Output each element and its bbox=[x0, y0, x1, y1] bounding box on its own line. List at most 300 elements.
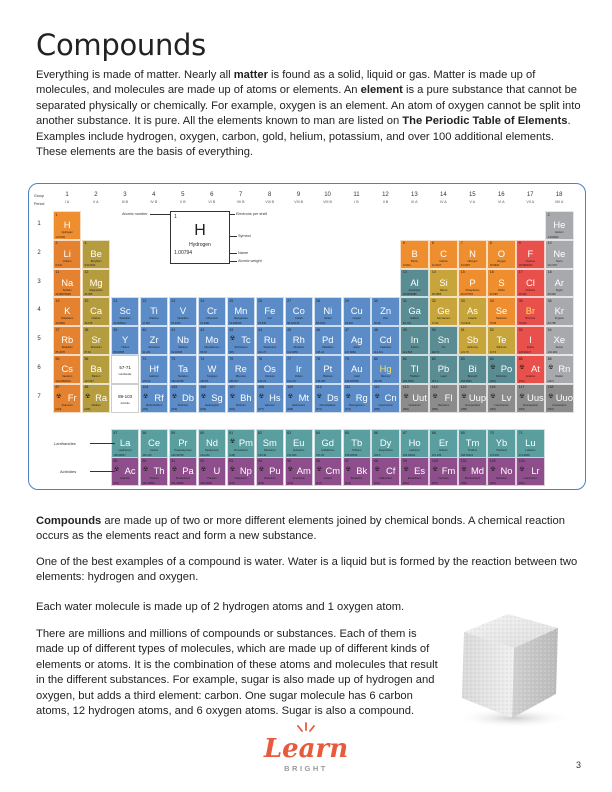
element-zn[interactable] bbox=[371, 297, 399, 326]
element-mass: [145] bbox=[229, 453, 235, 457]
element-mass: 4.002602 bbox=[547, 235, 559, 239]
element-symbol: Sc bbox=[119, 305, 131, 317]
element-mass: 167.259 bbox=[431, 453, 442, 457]
element-dy[interactable] bbox=[371, 429, 399, 458]
element-number: 18 bbox=[547, 270, 552, 275]
element-xe[interactable] bbox=[545, 326, 573, 355]
element-number: 116 bbox=[489, 385, 496, 390]
element-rn[interactable] bbox=[545, 355, 573, 384]
element-lu[interactable] bbox=[516, 429, 544, 458]
periodic-table bbox=[30, 186, 584, 486]
element-name: Uranium bbox=[207, 477, 217, 480]
element-mass: 200.59 bbox=[373, 379, 382, 383]
element-name: Roentgenium bbox=[348, 403, 365, 407]
element-name: Praseodymium bbox=[174, 449, 192, 452]
element-mass: 78.96 bbox=[489, 321, 497, 325]
element-number: 23 bbox=[171, 298, 176, 303]
element-pb[interactable] bbox=[429, 355, 457, 384]
element-cu[interactable] bbox=[343, 297, 371, 326]
element-name: Gadolinium bbox=[321, 449, 335, 452]
element-cn[interactable] bbox=[371, 384, 399, 413]
element-co[interactable] bbox=[285, 297, 313, 326]
element-mn[interactable] bbox=[227, 297, 255, 326]
element-mass: 174.9668 bbox=[518, 453, 530, 457]
element-name: Iron bbox=[267, 317, 273, 321]
radiation-icon: ☢ bbox=[490, 467, 496, 473]
element-po[interactable] bbox=[487, 355, 515, 384]
element-sr[interactable] bbox=[82, 326, 110, 355]
element-zr[interactable] bbox=[140, 326, 168, 355]
actinides-label: Actinides bbox=[60, 469, 77, 474]
element-ne[interactable] bbox=[545, 240, 573, 269]
element-b[interactable] bbox=[400, 240, 428, 269]
element-symbol: Eu bbox=[293, 437, 305, 448]
element-mass: [244] bbox=[258, 481, 264, 485]
element-name: Fluorine bbox=[525, 259, 536, 263]
element-name: Dysprosium bbox=[378, 449, 393, 452]
group-header-1 bbox=[53, 192, 81, 206]
intro-text-3: is a pure substance that cannot be separated physically or chemically. For example, oxygen is an element. An atom of oxygen cannot be split into another substance. It is pure. All the elements known to man are listed on bbox=[36, 84, 581, 128]
element-rh[interactable] bbox=[285, 326, 313, 355]
element-am[interactable] bbox=[285, 457, 313, 486]
element-mass: 137.327 bbox=[84, 379, 94, 383]
element-symbol: Zr bbox=[149, 334, 159, 346]
element-number: 101 bbox=[460, 458, 467, 463]
element-ir[interactable] bbox=[285, 355, 313, 384]
element-f[interactable] bbox=[516, 240, 544, 269]
element-np[interactable] bbox=[227, 457, 255, 486]
element-symbol: Cl bbox=[525, 276, 535, 288]
radiation-icon: ☢ bbox=[171, 467, 178, 473]
element-mass: [237] bbox=[229, 481, 235, 485]
element-symbol: Dy bbox=[379, 437, 392, 448]
element-mass: 87.62 bbox=[84, 350, 91, 354]
element-symbol: Uuo bbox=[555, 391, 573, 403]
element-mass: 231.03588 bbox=[171, 481, 184, 485]
element-re[interactable] bbox=[227, 355, 255, 384]
element-ge[interactable] bbox=[429, 297, 457, 326]
element-number: 39 bbox=[113, 327, 118, 332]
element-name: Xenon bbox=[555, 346, 564, 350]
element-cm[interactable] bbox=[314, 457, 342, 486]
element-ti[interactable] bbox=[140, 297, 168, 326]
element-ce[interactable] bbox=[140, 429, 168, 458]
intro-paragraph bbox=[36, 68, 582, 160]
element-bk[interactable] bbox=[343, 457, 371, 486]
element-mass: [258] bbox=[460, 481, 467, 485]
element-mass: 150.36 bbox=[258, 453, 267, 457]
element-symbol: Sm bbox=[262, 437, 277, 448]
element-lr[interactable] bbox=[516, 457, 544, 486]
element-at[interactable] bbox=[516, 355, 544, 384]
group-number: 1 bbox=[65, 192, 69, 198]
element-name: Einsteinium bbox=[407, 477, 422, 480]
element-symbol: Cf bbox=[385, 465, 396, 476]
period-number-2: 2 bbox=[37, 249, 41, 256]
element-symbol: P bbox=[469, 276, 476, 288]
element-number: 6 bbox=[431, 241, 434, 246]
element-ar[interactable] bbox=[545, 269, 573, 298]
element-mass: [222] bbox=[547, 379, 554, 383]
element-mass: 72.64 bbox=[431, 321, 439, 325]
radiation-icon: ☢ bbox=[461, 393, 467, 400]
element-symbol: Ca bbox=[90, 305, 103, 317]
element-mass: 40.078 bbox=[84, 321, 93, 325]
element-number: 79 bbox=[345, 356, 349, 361]
element-la[interactable] bbox=[111, 429, 139, 458]
element-symbol: Db bbox=[182, 391, 194, 403]
element-symbol: Rb bbox=[61, 334, 74, 346]
group-roman: I B bbox=[354, 200, 359, 204]
element-name: Zirconium bbox=[148, 346, 160, 350]
element-fm[interactable] bbox=[429, 457, 457, 486]
element-eu[interactable] bbox=[285, 429, 313, 458]
element-number: 13 bbox=[402, 270, 407, 275]
group-roman: VII A bbox=[526, 200, 534, 204]
element-symbol: K bbox=[64, 305, 71, 317]
element-no[interactable] bbox=[487, 457, 515, 486]
element-pu[interactable] bbox=[256, 457, 284, 486]
element-mass: 32.065 bbox=[489, 293, 498, 297]
radiation-icon: ☢ bbox=[374, 467, 380, 473]
element-lv[interactable] bbox=[487, 384, 515, 413]
element-mass: 69.723 bbox=[402, 321, 411, 325]
element-mass: 47.867 bbox=[142, 321, 151, 325]
key-label-atomic-number: Atomic number bbox=[122, 212, 148, 216]
element-ga[interactable] bbox=[400, 297, 428, 326]
element-rg[interactable] bbox=[343, 384, 371, 413]
element-mass: 112.411 bbox=[373, 350, 383, 354]
element-mass: [268] bbox=[287, 408, 293, 412]
element-na[interactable] bbox=[53, 269, 81, 298]
element-name: Neptunium bbox=[234, 477, 248, 480]
element-c[interactable] bbox=[429, 240, 457, 269]
element-ra[interactable] bbox=[82, 384, 110, 413]
group-roman: VIII B bbox=[294, 200, 303, 204]
element-number: 17 bbox=[518, 270, 523, 275]
element-name: Rutherfordium bbox=[145, 403, 163, 407]
element-md[interactable] bbox=[458, 457, 486, 486]
element-ni[interactable] bbox=[314, 297, 342, 326]
group-header-4 bbox=[140, 192, 168, 206]
element-mass: 173.054 bbox=[489, 453, 500, 457]
element-uut[interactable] bbox=[400, 384, 428, 413]
element-uuo[interactable] bbox=[545, 384, 573, 413]
group-roman: VIII A bbox=[554, 200, 564, 204]
element-h[interactable] bbox=[53, 211, 81, 240]
element-os[interactable] bbox=[256, 355, 284, 384]
element-uup[interactable] bbox=[458, 384, 486, 413]
element-p[interactable] bbox=[458, 269, 486, 298]
element-cr[interactable] bbox=[198, 297, 226, 326]
element-ta[interactable] bbox=[169, 355, 197, 384]
element-sn[interactable] bbox=[429, 326, 457, 355]
element-fr[interactable] bbox=[53, 384, 81, 413]
element-number: 111 bbox=[345, 385, 351, 390]
group-roman: II B bbox=[382, 200, 389, 204]
element-mg[interactable] bbox=[82, 269, 110, 298]
element-si[interactable] bbox=[429, 269, 457, 298]
element-mo[interactable] bbox=[198, 326, 226, 355]
element-symbol: Re bbox=[234, 363, 247, 374]
sugar-cube-image bbox=[446, 600, 576, 730]
element-number: 105 bbox=[171, 385, 178, 390]
group-roman: III B bbox=[121, 200, 129, 204]
element-db[interactable] bbox=[169, 384, 197, 413]
element-er[interactable] bbox=[429, 429, 457, 458]
element-number: 50 bbox=[431, 327, 436, 332]
element-number: 45 bbox=[287, 327, 292, 332]
element-symbol: At bbox=[530, 363, 540, 374]
element-name: Lithium bbox=[63, 259, 72, 263]
element-ba[interactable] bbox=[82, 355, 110, 384]
element-number: 109 bbox=[287, 385, 294, 390]
group-header-14 bbox=[429, 192, 457, 206]
element-u[interactable] bbox=[198, 457, 226, 486]
element-name: Ytterbium bbox=[495, 449, 507, 452]
element-es[interactable] bbox=[400, 457, 428, 486]
element-name: Francium bbox=[61, 403, 73, 407]
element-as[interactable] bbox=[458, 297, 486, 326]
element-cf[interactable] bbox=[371, 457, 399, 486]
element-mass: 12.0107 bbox=[431, 264, 442, 268]
element-mass: 168.93421 bbox=[460, 453, 474, 457]
element-symbol: V bbox=[179, 305, 187, 317]
element-symbol: Th bbox=[153, 465, 165, 476]
element-name: Hydrogen bbox=[61, 231, 73, 234]
element-name: Platinum bbox=[322, 375, 333, 378]
element-mass: 14.0067 bbox=[460, 264, 471, 268]
element-name: Titanium bbox=[149, 317, 159, 321]
element-name: Darmstadtium bbox=[319, 403, 336, 407]
element-symbol: Bk bbox=[356, 465, 368, 476]
element-pr[interactable] bbox=[169, 429, 197, 458]
element-sb[interactable] bbox=[458, 326, 486, 355]
element-symbol: Fm bbox=[441, 465, 456, 476]
element-sm[interactable] bbox=[256, 429, 284, 458]
period-number-4: 4 bbox=[37, 307, 41, 314]
element-symbol: Np bbox=[239, 465, 252, 476]
element-sg[interactable] bbox=[198, 384, 226, 413]
element-in[interactable] bbox=[400, 326, 428, 355]
element-ac[interactable] bbox=[111, 457, 139, 486]
element-k[interactable] bbox=[53, 297, 81, 326]
element-name: Strontium bbox=[90, 346, 102, 350]
element-number: 97 bbox=[345, 458, 349, 463]
element-name: Americium bbox=[292, 477, 305, 480]
element-number: 58 bbox=[142, 430, 147, 435]
element-mass: 91.224 bbox=[142, 350, 151, 354]
element-number: 25 bbox=[229, 298, 234, 303]
lanthanides-leader bbox=[90, 443, 115, 444]
element-hg[interactable] bbox=[371, 355, 399, 384]
element-se[interactable] bbox=[487, 297, 515, 326]
group-roman: IV B bbox=[150, 200, 158, 204]
intro-text-4: . Examples include hydrogen, oxygen, carbon, gold, helium, potassium, and over 100 additional elements. These elements are the basis of everything. bbox=[36, 115, 571, 159]
element-ca[interactable] bbox=[82, 297, 110, 326]
radiation-icon: ☢ bbox=[432, 393, 438, 400]
element-pa[interactable] bbox=[169, 457, 197, 486]
element-br[interactable] bbox=[516, 297, 544, 326]
element-tm[interactable] bbox=[458, 429, 486, 458]
element-name: Lutetium bbox=[525, 449, 536, 452]
element-number: 89 bbox=[113, 458, 118, 463]
element-n[interactable] bbox=[458, 240, 486, 269]
element-cl[interactable] bbox=[516, 269, 544, 298]
element-cd[interactable] bbox=[371, 326, 399, 355]
element-ag[interactable] bbox=[343, 326, 371, 355]
radiation-icon: ☢ bbox=[548, 365, 554, 371]
element-mass: 204.3833 bbox=[402, 379, 414, 383]
element-tl[interactable] bbox=[400, 355, 428, 384]
element-pd[interactable] bbox=[314, 326, 342, 355]
element-hs[interactable] bbox=[256, 384, 284, 413]
element-yb[interactable] bbox=[487, 429, 515, 458]
element-symbol: Nd bbox=[205, 437, 218, 448]
element-name: Radium bbox=[91, 403, 101, 407]
radiation-icon: ☢ bbox=[258, 467, 265, 473]
placeholder-range: 89-103 bbox=[118, 393, 133, 399]
element-number: 7 bbox=[460, 241, 463, 246]
intro-bold-element: element bbox=[360, 84, 403, 97]
element-symbol: Ge bbox=[437, 305, 450, 317]
radiation-icon: ☢ bbox=[171, 393, 178, 400]
element-name: Phosphorus bbox=[465, 288, 480, 292]
period-number-5: 5 bbox=[37, 336, 41, 343]
element-name: Magnesium bbox=[89, 288, 103, 292]
group-number: 18 bbox=[555, 192, 563, 198]
element-v[interactable] bbox=[169, 297, 197, 326]
element-number: 98 bbox=[373, 458, 378, 463]
element-number: 51 bbox=[460, 327, 465, 332]
element-rf[interactable] bbox=[140, 384, 168, 413]
element-symbol: S bbox=[498, 276, 505, 288]
element-fl[interactable] bbox=[429, 384, 457, 413]
element-li[interactable] bbox=[53, 240, 81, 269]
element-uus[interactable] bbox=[516, 384, 544, 413]
element-symbol: Ce bbox=[148, 437, 161, 448]
element-symbol: Ho bbox=[408, 437, 421, 448]
element-name: Potassium bbox=[61, 317, 74, 321]
group-header-10 bbox=[314, 192, 342, 206]
element-ho[interactable] bbox=[400, 429, 428, 458]
element-name: Barium bbox=[92, 375, 101, 378]
element-name: Osmium bbox=[265, 375, 275, 378]
element-mass: [266] bbox=[200, 408, 207, 412]
element-symbol: Pb bbox=[437, 363, 450, 374]
element-number: 43 bbox=[229, 327, 234, 332]
element-symbol: Ni bbox=[323, 305, 333, 317]
element-hf[interactable] bbox=[140, 355, 168, 384]
def-bold-compounds: Compounds bbox=[36, 515, 102, 527]
element-number: 69 bbox=[460, 430, 465, 435]
lanthanide-placeholder bbox=[111, 355, 139, 384]
element-name: Ununseptium bbox=[522, 403, 539, 407]
radiation-icon: ☢ bbox=[403, 393, 409, 400]
element-symbol: Ag bbox=[350, 334, 363, 346]
element-rb[interactable] bbox=[53, 326, 81, 355]
element-al[interactable] bbox=[400, 269, 428, 298]
element-number: 5 bbox=[402, 241, 405, 246]
element-mass: 18.9984032 bbox=[518, 264, 533, 268]
element-pt[interactable] bbox=[314, 355, 342, 384]
element-th[interactable] bbox=[140, 457, 168, 486]
element-s[interactable] bbox=[487, 269, 515, 298]
element-bh[interactable] bbox=[227, 384, 255, 413]
element-name: Mercury bbox=[380, 375, 391, 378]
element-pm[interactable] bbox=[227, 429, 255, 458]
element-name: Hassium bbox=[264, 403, 275, 407]
element-ds[interactable] bbox=[314, 384, 342, 413]
legend-key-box bbox=[170, 211, 230, 264]
element-gd[interactable] bbox=[314, 429, 342, 458]
element-name: Arsenic bbox=[468, 317, 477, 321]
element-cs[interactable] bbox=[53, 355, 81, 384]
element-name: Nitrogen bbox=[467, 259, 478, 263]
element-number: 91 bbox=[171, 458, 176, 463]
element-name: Bohrium bbox=[236, 403, 246, 407]
element-mass: 58.6934 bbox=[316, 321, 326, 325]
element-number: 82 bbox=[431, 356, 436, 361]
element-number: 75 bbox=[229, 356, 234, 361]
element-mt[interactable] bbox=[285, 384, 313, 413]
element-tb[interactable] bbox=[343, 429, 371, 458]
element-mass: 54.938045 bbox=[229, 321, 242, 325]
element-symbol: Po bbox=[500, 363, 513, 374]
element-mass: [277] bbox=[258, 408, 264, 412]
element-number: 107 bbox=[229, 385, 236, 390]
element-number: 93 bbox=[229, 458, 234, 463]
element-tc[interactable] bbox=[227, 326, 255, 355]
element-symbol: Kr bbox=[554, 305, 565, 317]
element-number: 57 bbox=[113, 430, 118, 435]
element-i[interactable] bbox=[516, 326, 544, 355]
element-o[interactable] bbox=[487, 240, 515, 269]
element-symbol: Ir bbox=[295, 363, 302, 374]
element-nb[interactable] bbox=[169, 326, 197, 355]
element-bi[interactable] bbox=[458, 355, 486, 384]
element-name: Gallium bbox=[410, 317, 419, 321]
key-leader-4 bbox=[230, 261, 237, 262]
element-number: 29 bbox=[345, 298, 349, 303]
group-roman: I A bbox=[64, 200, 70, 204]
element-symbol: As bbox=[467, 305, 478, 317]
element-mass: [227] bbox=[113, 481, 120, 485]
element-fe[interactable] bbox=[256, 297, 284, 326]
group-header-6 bbox=[198, 192, 226, 206]
period-number-1: 1 bbox=[37, 221, 41, 227]
group-number: 9 bbox=[296, 192, 301, 198]
element-be[interactable] bbox=[82, 240, 110, 269]
radiation-icon: ☢ bbox=[490, 365, 496, 371]
element-he[interactable] bbox=[545, 211, 573, 240]
element-ru[interactable] bbox=[256, 326, 284, 355]
radiation-icon: ☢ bbox=[287, 393, 293, 400]
element-sc[interactable] bbox=[111, 297, 139, 326]
element-mass: 79.904 bbox=[518, 321, 527, 325]
element-te[interactable] bbox=[487, 326, 515, 355]
element-kr[interactable] bbox=[545, 297, 573, 326]
element-w[interactable] bbox=[198, 355, 226, 384]
element-mass: 6.941 bbox=[55, 264, 62, 268]
element-mass: [252] bbox=[402, 481, 409, 485]
element-nd[interactable] bbox=[198, 429, 226, 458]
element-y[interactable] bbox=[111, 326, 139, 355]
element-name: Bromine bbox=[525, 317, 536, 321]
element-symbol: Tl bbox=[410, 363, 419, 374]
element-au[interactable] bbox=[343, 355, 371, 384]
element-mass: 85.4678 bbox=[55, 350, 65, 354]
